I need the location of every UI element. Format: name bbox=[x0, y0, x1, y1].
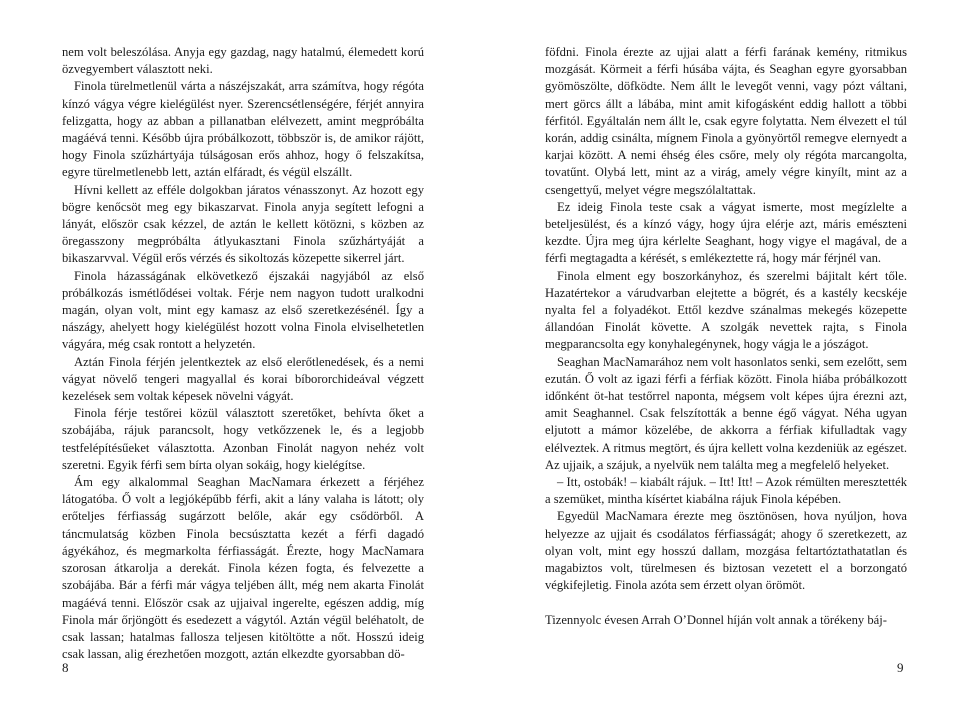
paragraph: Egyedül MacNamara érezte meg ösztönösen, hova nyúljon, hova helyezze az ujjait és csodálatos férfiasságát; ahogy ő szeretkezett, az olyan volt, mint egy hosszú dallam, mozgása feltartóztathatatlan és magabiztos volt, türelmesen és biztosan vezetett el a borzongató végkifejletig. Finola azóta sem érzett olyan örömöt. bbox=[545, 509, 907, 593]
paragraph: Ez ideig Finola teste csak a vágyat ismerte, most megízlelte a beteljesülést, és a kínzó vágy, hogy újra elérje azt, máris emészteni kezdte. Újra meg újra kérlelte Seaghant, hogy vigye el magával, de a férfi megtagadta a kérését, s emlékeztette rá, hogy már férjnél van. bbox=[545, 199, 907, 266]
paragraph: nem volt beleszólása. Anyja egy gazdag, nagy hatalmú, élemedett korú özvegyembert választott neki. bbox=[62, 45, 424, 77]
paragraph: Finola házasságának elkövetkező éjszakái nagyjából az első próbálkozás ismétlődései voltak. Férje nem nagyon tudott uralkodni magán, olyan volt, mint egy kamasz az első szeretkezésénél. Így a nászágy, ahelyett hogy kielégülést hozott volna Finola elviselhetetlen vágyára, még csak rontott a helyzetén. bbox=[62, 268, 424, 352]
paragraph: Aztán Finola férjén jelentkeztek az első elerőtlenedések, és a nemi vágyat növelő tengeri magyallal és korai bíbororchideával végzett kezelések sem voltak képesek növelni vágyát. bbox=[62, 354, 424, 404]
left-page-text bbox=[62, 44, 424, 663]
paragraph: Seaghan MacNamarához nem volt hasonlatos senki, sem ezelőtt, sem ezután. Ő volt az igazi férfi a férfiak között. Finola hiába próbálkozott időnként öt-hat testőrrel naponta, mégsem volt képes újra érezni azt, amit Seaghannel. Csak felszították a benne égő vágyat. Néha ugyan eljutott a mámor közelébe, de akkorra a férfiak kifulladtak vagy elélveztek. A ritmus megtört, és újra kellett volna kezdeniük az egészet. Az ujjaik, a szájuk, a nyelvük nem találta meg a megfelelő helyeket. bbox=[545, 354, 907, 472]
paragraph: Ám egy alkalommal Seaghan MacNamara érkezett a férjéhez látogatóba. Ő volt a legjóképűbb férfi, akit a lány valaha is látott; oly erőteljes férfiasság sugárzott belőle, akár egy csődörből. A táncmulatság közben Finola becsúsztatta kezét a férfi dagadó ágyékához, és megmarkolta férfiasságát. Érezte, hogy MacNamara szorosan átkarolja a derekát. Finola kézen fogta, és felvezette a szobájába. Bár a férfi már vágya teljében állt, még nem akarta Finolát magáévá tenni. Először csak az ujjaival ingerelte, egészen addig, míg Finola már őrjöngött és esedezett a vágytól. Aztán végül beléhatolt, de csak lassan; hatalmas fallosza teljesen kitöltötte a nőt. Hosszú ideig csak lassan, alig érezhetően mozgott, aztán elkezdte gyorsabban dö- bbox=[62, 475, 424, 662]
right-page bbox=[545, 44, 907, 629]
paragraph: Finola férje testőrei közül választott szeretőket, behívta őket a szobájába, rájuk parancsolt, hogy vetkőzzenek le, és a legjobb testfelépítésűeket választotta. Azonban Finolát nagyon nehéz volt szeretni. Egyik férfi sem bírta olyan sokáig, hogy kielégítse. bbox=[62, 406, 424, 472]
right-page-text bbox=[545, 44, 907, 629]
paragraph: Hívni kellett az efféle dolgokban járatos vénasszonyt. Az hozott egy bögre kenőcsöt meg egy bikaszarvat. Finola anyja segített lefogni a lányát, először csak kézzel, de aztán le kellett kötözni, s közben az öregasszony megpróbálta átlyukasztani Finola szűzhártyáját a bikaszarvval. Végül erős vérzés és sikoltozás közepette sikerrel járt. bbox=[62, 182, 424, 266]
paragraph: Finola elment egy boszorkányhoz, és szerelmi bájitalt kért tőle. Hazatértekor a várudvarban elejtette a bögrét, és a kastély kecskéje nyalta fel a folyadékot. Ettől kezdve szánalmas mekegés közepette állandóan Finolát követte. A szolgák nevettek rajta, s Finola megparancsolta egy konyhalegénynek, hogy vágja le a jószágot. bbox=[545, 268, 907, 352]
page-number-left: 8 bbox=[62, 660, 69, 675]
page-number-right: 9 bbox=[897, 660, 904, 675]
paragraph: Tizennyolc évesen Arrah O’Donnel híján volt annak a törékeny báj- bbox=[545, 612, 887, 627]
paragraph: föfdni. Finola érezte az ujjai alatt a férfi farának kemény, ritmikus mozgását. Körmeit a férfi húsába vájta, és Seaghan egyre gyorsabban gyömöszölte, döfködte. Nem állt le levegőt venni, vagy pózt váltani, mert görcs állt a lábába, mint amit kifogásként eddig hallott a többi férfitól. Egyáltalán nem állt le, csak egyre folytatta. Nem élvezett el túl korán, addig csinálta, mígnem Finola a gyönyörtől remegve elernyedt a karjai között. A nemi éhség éles csőre, mely oly régóta marcangolta, tovatűnt. Olybá lett, mint az a virág, amely végre kinyílt, mint az a csengettyű, melyet végre megszólaltattak. bbox=[545, 45, 907, 197]
left-page bbox=[62, 44, 424, 663]
paragraph: – Itt, ostobák! – kiabált rájuk. – Itt! Itt! – Azok rémülten meresztették a szemüket, mintha kísértet kiabálna rájuk Finola képében. bbox=[545, 475, 907, 507]
paragraph: Finola türelmetlenül várta a nászéjszakát, arra számítva, hogy régóta kínzó vágya végre kielégülést nyer. Szerencsétlenségére, férjét annyira felizgatta, hogy az abban a pillanatban elélvezett, amint megpróbálta magáévá tenni. Később újra próbálkozott, többször is, de amikor rájött, hogy Finola szűzhártyája túlságosan erős ahhoz, hogy ő felszakítsa, egyre türelmetlenebb lett, aztán elfáradt, és végül elszállt. bbox=[62, 79, 424, 180]
